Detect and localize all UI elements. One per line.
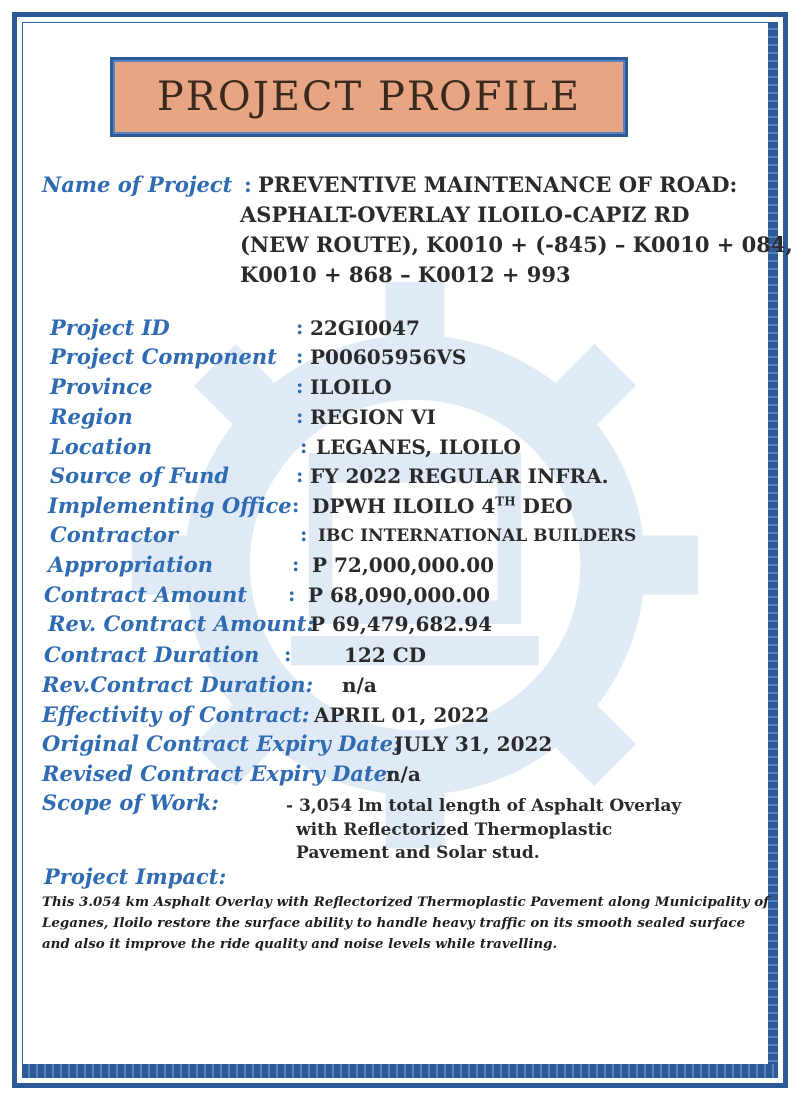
field-colon: : [296,315,304,339]
field-label-implementing-office: Implementing Office [48,493,292,518]
scope-line-2: with Reflectorized Thermoplastic [296,820,613,840]
implementing-office-suffix: DEO [515,494,573,518]
field-value-location: LEGANES, ILOILO [316,435,521,459]
field-colon: : [292,552,300,576]
field-colon: : [300,434,308,458]
field-colon: : [296,463,304,487]
field-label-appropriation: Appropriation [48,552,214,577]
implementing-office-ordinal: TH [495,494,516,509]
field-label-contract-amount: Contract Amount [44,582,247,607]
field-label-location: Location [50,434,153,459]
field-value-province: ILOILO [310,375,392,399]
field-value-contract-amount: P 68,090,000.00 [308,583,491,607]
field-value-original-expiry: JULY 31, 2022 [394,732,553,756]
field-label-contract-duration: Contract Duration [44,642,260,667]
field-label-source-of-fund: Source of Fund [50,463,230,488]
field-label-original-expiry: Original Contract Expiry Date: [42,731,401,756]
scope-line-1: - 3,054 lm total length of Asphalt Overlay [286,796,682,816]
field-colon: : [300,522,308,546]
field-value-effectivity: APRIL 01, 2022 [314,703,489,727]
field-label-rev-contract-amount: Rev. Contract Amount: [48,611,315,636]
scope-line-3: Pavement and Solar stud. [296,843,540,863]
field-colon: : [292,493,300,517]
field-value-appropriation: P 72,000,000.00 [312,553,495,577]
title-banner [110,57,628,137]
name-of-project-label: Name of Project [42,172,233,197]
field-value-project-component: P00605956VS [310,345,467,369]
field-label-project-id: Project ID [50,315,170,340]
field-label-effectivity: Effectivity of Contract: [42,702,310,727]
field-label-project-component: Project Component [50,344,277,369]
scope-of-work-label: Scope of Work: [42,790,219,815]
field-label-contractor: Contractor [50,522,178,547]
field-label-region: Region [50,404,133,429]
field-value-implementing-office [312,494,573,518]
field-colon: : [296,374,304,398]
field-label-province: Province [50,374,153,399]
field-colon: : [288,582,296,606]
page-title: PROJECT PROFILE [156,74,582,120]
field-value-rev-contract-duration: n/a [342,673,377,697]
name-of-project-colon: : [244,172,252,197]
field-colon: : [296,344,304,368]
page-border-bottom-accent [22,1064,778,1078]
project-name-line-2: ASPHALT-OVERLAY ILOILO-CAPIZ RD [240,202,690,227]
field-value-region: REGION VI [310,405,436,429]
project-name-line-3: (NEW ROUTE), K0010 + (-845) – K0010 + 084, [240,232,793,257]
field-label-revised-expiry: Revised Contract Expiry Date: [42,761,395,786]
project-impact-label: Project Impact: [44,864,227,889]
project-impact-text: This 3.054 km Asphalt Overlay with Reflectorized Thermoplastic Pavement along Municipality of Leganes, Iloilo restore the surface ability to handle heavy traffic on its smooth sealed surface and also it improve the ride quality and noise levels while travelling. [42,894,769,952]
field-value-contract-duration: 122 CD [344,643,426,667]
field-value-contractor: IBC INTERNATIONAL BUILDERS [318,526,637,546]
field-label-rev-contract-duration: Rev.Contract Duration: [42,672,314,697]
field-colon: : [284,642,292,666]
field-value-rev-contract-amount: P 69,479,682.94 [310,612,493,636]
field-colon: : [296,404,304,428]
project-name-line-1: PREVENTIVE MAINTENANCE OF ROAD: [258,172,738,197]
field-value-project-id: 22GI0047 [310,316,420,340]
field-value-source-of-fund: FY 2022 REGULAR INFRA. [310,464,609,488]
implementing-office-name: DPWH ILOILO 4 [312,494,496,518]
project-name-line-4: K0010 + 868 – K0012 + 993 [240,262,571,287]
field-value-revised-expiry: n/a [386,762,421,786]
